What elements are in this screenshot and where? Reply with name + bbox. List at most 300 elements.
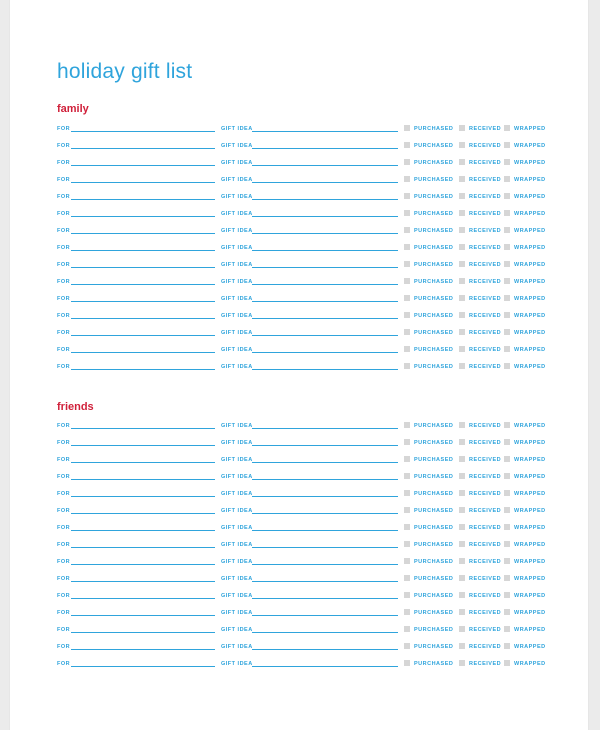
for-label: FOR: [57, 644, 71, 650]
for-line[interactable]: [71, 216, 215, 217]
gift-row: [10, 224, 588, 241]
wrapped-checkbox[interactable]: [504, 363, 510, 369]
purchased-checkbox[interactable]: [404, 507, 410, 513]
purchased-checkbox[interactable]: [404, 176, 410, 182]
wrapped-checkbox[interactable]: [504, 125, 510, 131]
for-line[interactable]: [71, 496, 215, 497]
gift-idea-line[interactable]: [252, 632, 398, 633]
received-checkbox[interactable]: [459, 439, 465, 445]
received-label: RECEIVED: [469, 160, 502, 166]
for-label: FOR: [57, 177, 71, 183]
purchased-checkbox[interactable]: [404, 439, 410, 445]
gift-idea-label: GIFT IDEA: [221, 576, 253, 582]
received-checkbox[interactable]: [459, 643, 465, 649]
wrapped-checkbox[interactable]: [504, 490, 510, 496]
for-label: FOR: [57, 245, 71, 251]
wrapped-label: WRAPPED: [514, 211, 546, 217]
wrapped-checkbox[interactable]: [504, 244, 510, 250]
for-line[interactable]: [71, 666, 215, 667]
wrapped-checkbox[interactable]: [504, 439, 510, 445]
gift-idea-label: GIFT IDEA: [221, 610, 253, 616]
received-checkbox[interactable]: [459, 176, 465, 182]
gift-row: [10, 275, 588, 292]
wrapped-checkbox[interactable]: [504, 643, 510, 649]
received-label: RECEIVED: [469, 474, 502, 480]
received-checkbox[interactable]: [459, 558, 465, 564]
received-checkbox[interactable]: [459, 193, 465, 199]
gift-idea-label: GIFT IDEA: [221, 364, 253, 370]
for-label: FOR: [57, 576, 71, 582]
gift-idea-line[interactable]: [252, 513, 398, 514]
gift-idea-line[interactable]: [252, 530, 398, 531]
received-checkbox[interactable]: [459, 142, 465, 148]
for-line[interactable]: [71, 352, 215, 353]
gift-idea-label: GIFT IDEA: [221, 296, 253, 302]
for-label: FOR: [57, 313, 71, 319]
wrapped-checkbox[interactable]: [504, 312, 510, 318]
wrapped-checkbox[interactable]: [504, 456, 510, 462]
for-label: FOR: [57, 508, 71, 514]
gift-idea-label: GIFT IDEA: [221, 661, 253, 667]
gift-row: [10, 487, 588, 504]
gift-row: [10, 241, 588, 258]
gift-row: [10, 258, 588, 275]
gift-idea-label: GIFT IDEA: [221, 457, 253, 463]
gift-row: [10, 292, 588, 309]
purchased-checkbox[interactable]: [404, 210, 410, 216]
wrapped-checkbox[interactable]: [504, 507, 510, 513]
gift-idea-label: GIFT IDEA: [221, 313, 253, 319]
received-label: RECEIVED: [469, 279, 502, 285]
for-line[interactable]: [71, 445, 215, 446]
for-label: FOR: [57, 126, 71, 132]
gift-idea-label: GIFT IDEA: [221, 559, 253, 565]
received-label: RECEIVED: [469, 347, 502, 353]
wrapped-checkbox[interactable]: [504, 575, 510, 581]
received-checkbox[interactable]: [459, 159, 465, 165]
gift-idea-line[interactable]: [252, 199, 398, 200]
gift-idea-line[interactable]: [252, 148, 398, 149]
wrapped-checkbox[interactable]: [504, 210, 510, 216]
purchased-checkbox[interactable]: [404, 142, 410, 148]
wrapped-checkbox[interactable]: [504, 524, 510, 530]
received-label: RECEIVED: [469, 525, 502, 531]
purchased-checkbox[interactable]: [404, 278, 410, 284]
gift-row: [10, 640, 588, 657]
section-title-family: family: [57, 103, 89, 115]
received-checkbox[interactable]: [459, 261, 465, 267]
gift-idea-label: GIFT IDEA: [221, 542, 253, 548]
purchased-checkbox[interactable]: [404, 125, 410, 131]
purchased-label: PURCHASED: [414, 627, 454, 633]
wrapped-checkbox[interactable]: [504, 558, 510, 564]
wrapped-checkbox[interactable]: [504, 176, 510, 182]
purchased-checkbox[interactable]: [404, 541, 410, 547]
for-label: FOR: [57, 211, 71, 217]
for-line[interactable]: [71, 199, 215, 200]
received-label: RECEIVED: [469, 245, 502, 251]
gift-idea-line[interactable]: [252, 564, 398, 565]
gift-idea-line[interactable]: [252, 649, 398, 650]
for-line[interactable]: [71, 335, 215, 336]
for-label: FOR: [57, 330, 71, 336]
received-label: RECEIVED: [469, 126, 502, 132]
received-checkbox[interactable]: [459, 295, 465, 301]
received-label: RECEIVED: [469, 262, 502, 268]
wrapped-label: WRAPPED: [514, 559, 546, 565]
gift-idea-label: GIFT IDEA: [221, 330, 253, 336]
for-line[interactable]: [71, 165, 215, 166]
received-label: RECEIVED: [469, 627, 502, 633]
purchased-checkbox[interactable]: [404, 592, 410, 598]
gift-idea-label: GIFT IDEA: [221, 440, 253, 446]
purchased-label: PURCHASED: [414, 194, 454, 200]
received-checkbox[interactable]: [459, 278, 465, 284]
purchased-label: PURCHASED: [414, 644, 454, 650]
wrapped-label: WRAPPED: [514, 610, 546, 616]
wrapped-checkbox[interactable]: [504, 626, 510, 632]
received-checkbox[interactable]: [459, 575, 465, 581]
gift-idea-label: GIFT IDEA: [221, 474, 253, 480]
received-label: RECEIVED: [469, 143, 502, 149]
for-line[interactable]: [71, 148, 215, 149]
gift-row: [10, 538, 588, 555]
for-line[interactable]: [71, 530, 215, 531]
for-label: FOR: [57, 423, 71, 429]
purchased-checkbox[interactable]: [404, 329, 410, 335]
gift-idea-line[interactable]: [252, 369, 398, 370]
for-line[interactable]: [71, 369, 215, 370]
received-checkbox[interactable]: [459, 346, 465, 352]
wrapped-label: WRAPPED: [514, 542, 546, 548]
wrapped-checkbox[interactable]: [504, 346, 510, 352]
received-label: RECEIVED: [469, 296, 502, 302]
gift-idea-line[interactable]: [252, 496, 398, 497]
received-label: RECEIVED: [469, 508, 502, 514]
received-label: RECEIVED: [469, 313, 502, 319]
for-label: FOR: [57, 525, 71, 531]
for-label: FOR: [57, 457, 71, 463]
received-checkbox[interactable]: [459, 490, 465, 496]
received-checkbox[interactable]: [459, 312, 465, 318]
gift-idea-line[interactable]: [252, 428, 398, 429]
gift-row: [10, 657, 588, 674]
gift-idea-line[interactable]: [252, 462, 398, 463]
received-checkbox[interactable]: [459, 592, 465, 598]
purchased-checkbox[interactable]: [404, 643, 410, 649]
wrapped-label: WRAPPED: [514, 126, 546, 132]
purchased-label: PURCHASED: [414, 474, 454, 480]
purchased-label: PURCHASED: [414, 423, 454, 429]
gift-idea-label: GIFT IDEA: [221, 508, 253, 514]
section-title-friends: friends: [57, 401, 94, 413]
received-checkbox[interactable]: [459, 524, 465, 530]
gift-row: [10, 156, 588, 173]
purchased-checkbox[interactable]: [404, 159, 410, 165]
purchased-label: PURCHASED: [414, 245, 454, 251]
for-label: FOR: [57, 143, 71, 149]
purchased-checkbox[interactable]: [404, 575, 410, 581]
wrapped-label: WRAPPED: [514, 177, 546, 183]
wrapped-checkbox[interactable]: [504, 592, 510, 598]
gift-idea-line[interactable]: [252, 250, 398, 251]
purchased-checkbox[interactable]: [404, 422, 410, 428]
wrapped-label: WRAPPED: [514, 279, 546, 285]
gift-idea-line[interactable]: [252, 581, 398, 582]
gift-row: [10, 555, 588, 572]
for-label: FOR: [57, 262, 71, 268]
purchased-label: PURCHASED: [414, 143, 454, 149]
received-checkbox[interactable]: [459, 363, 465, 369]
wrapped-label: WRAPPED: [514, 440, 546, 446]
for-label: FOR: [57, 160, 71, 166]
received-label: RECEIVED: [469, 593, 502, 599]
wrapped-label: WRAPPED: [514, 296, 546, 302]
for-line[interactable]: [71, 267, 215, 268]
purchased-checkbox[interactable]: [404, 660, 410, 666]
wrapped-label: WRAPPED: [514, 228, 546, 234]
purchased-label: PURCHASED: [414, 593, 454, 599]
for-label: FOR: [57, 228, 71, 234]
for-line[interactable]: [71, 462, 215, 463]
received-checkbox[interactable]: [459, 473, 465, 479]
gift-idea-line[interactable]: [252, 301, 398, 302]
gift-idea-label: GIFT IDEA: [221, 143, 253, 149]
for-line[interactable]: [71, 581, 215, 582]
gift-idea-line[interactable]: [252, 479, 398, 480]
purchased-checkbox[interactable]: [404, 609, 410, 615]
received-checkbox[interactable]: [459, 210, 465, 216]
for-line[interactable]: [71, 598, 215, 599]
received-label: RECEIVED: [469, 177, 502, 183]
gift-row: [10, 326, 588, 343]
purchased-checkbox[interactable]: [404, 363, 410, 369]
for-line[interactable]: [71, 182, 215, 183]
received-checkbox[interactable]: [459, 626, 465, 632]
for-label: FOR: [57, 279, 71, 285]
for-line[interactable]: [71, 513, 215, 514]
for-line[interactable]: [71, 547, 215, 548]
purchased-checkbox[interactable]: [404, 244, 410, 250]
gift-idea-line[interactable]: [252, 216, 398, 217]
gift-idea-label: GIFT IDEA: [221, 211, 253, 217]
for-label: FOR: [57, 491, 71, 497]
gift-idea-label: GIFT IDEA: [221, 194, 253, 200]
received-label: RECEIVED: [469, 610, 502, 616]
wrapped-label: WRAPPED: [514, 423, 546, 429]
purchased-checkbox[interactable]: [404, 227, 410, 233]
purchased-label: PURCHASED: [414, 262, 454, 268]
gift-idea-line[interactable]: [252, 318, 398, 319]
received-checkbox[interactable]: [459, 507, 465, 513]
purchased-checkbox[interactable]: [404, 626, 410, 632]
wrapped-checkbox[interactable]: [504, 142, 510, 148]
received-checkbox[interactable]: [459, 541, 465, 547]
wrapped-label: WRAPPED: [514, 143, 546, 149]
gift-idea-line[interactable]: [252, 182, 398, 183]
for-line[interactable]: [71, 233, 215, 234]
wrapped-label: WRAPPED: [514, 160, 546, 166]
received-label: RECEIVED: [469, 211, 502, 217]
received-label: RECEIVED: [469, 228, 502, 234]
wrapped-checkbox[interactable]: [504, 473, 510, 479]
gift-row: [10, 419, 588, 436]
purchased-checkbox[interactable]: [404, 346, 410, 352]
gift-idea-line[interactable]: [252, 445, 398, 446]
wrapped-checkbox[interactable]: [504, 261, 510, 267]
wrapped-label: WRAPPED: [514, 262, 546, 268]
gift-idea-line[interactable]: [252, 352, 398, 353]
purchased-label: PURCHASED: [414, 440, 454, 446]
purchased-checkbox[interactable]: [404, 473, 410, 479]
wrapped-checkbox[interactable]: [504, 278, 510, 284]
wrapped-checkbox[interactable]: [504, 159, 510, 165]
for-label: FOR: [57, 194, 71, 200]
purchased-checkbox[interactable]: [404, 490, 410, 496]
purchased-checkbox[interactable]: [404, 312, 410, 318]
wrapped-label: WRAPPED: [514, 593, 546, 599]
gift-idea-label: GIFT IDEA: [221, 525, 253, 531]
for-label: FOR: [57, 364, 71, 370]
gift-row: [10, 606, 588, 623]
for-label: FOR: [57, 627, 71, 633]
wrapped-checkbox[interactable]: [504, 609, 510, 615]
wrapped-label: WRAPPED: [514, 661, 546, 667]
gift-row: [10, 470, 588, 487]
received-label: RECEIVED: [469, 559, 502, 565]
wrapped-label: WRAPPED: [514, 245, 546, 251]
purchased-checkbox[interactable]: [404, 524, 410, 530]
wrapped-label: WRAPPED: [514, 508, 546, 514]
gift-idea-line[interactable]: [252, 284, 398, 285]
wrapped-label: WRAPPED: [514, 313, 546, 319]
purchased-label: PURCHASED: [414, 330, 454, 336]
wrapped-label: WRAPPED: [514, 525, 546, 531]
received-label: RECEIVED: [469, 194, 502, 200]
wrapped-label: WRAPPED: [514, 330, 546, 336]
wrapped-checkbox[interactable]: [504, 541, 510, 547]
received-checkbox[interactable]: [459, 125, 465, 131]
gift-idea-line[interactable]: [252, 165, 398, 166]
gift-idea-label: GIFT IDEA: [221, 177, 253, 183]
purchased-checkbox[interactable]: [404, 295, 410, 301]
gift-idea-label: GIFT IDEA: [221, 644, 253, 650]
gift-row: [10, 521, 588, 538]
for-line[interactable]: [71, 479, 215, 480]
gift-idea-line[interactable]: [252, 615, 398, 616]
purchased-label: PURCHASED: [414, 177, 454, 183]
gift-row: [10, 139, 588, 156]
received-label: RECEIVED: [469, 330, 502, 336]
purchased-checkbox[interactable]: [404, 193, 410, 199]
wrapped-checkbox[interactable]: [504, 227, 510, 233]
wrapped-label: WRAPPED: [514, 474, 546, 480]
for-line[interactable]: [71, 649, 215, 650]
gift-row: [10, 572, 588, 589]
received-label: RECEIVED: [469, 423, 502, 429]
purchased-label: PURCHASED: [414, 279, 454, 285]
wrapped-checkbox[interactable]: [504, 660, 510, 666]
gift-idea-line[interactable]: [252, 666, 398, 667]
wrapped-checkbox[interactable]: [504, 422, 510, 428]
gift-idea-label: GIFT IDEA: [221, 160, 253, 166]
wrapped-label: WRAPPED: [514, 347, 546, 353]
received-checkbox[interactable]: [459, 456, 465, 462]
gift-idea-line[interactable]: [252, 335, 398, 336]
gift-idea-label: GIFT IDEA: [221, 279, 253, 285]
for-line[interactable]: [71, 615, 215, 616]
purchased-label: PURCHASED: [414, 610, 454, 616]
wrapped-checkbox[interactable]: [504, 295, 510, 301]
for-label: FOR: [57, 559, 71, 565]
for-line[interactable]: [71, 632, 215, 633]
gift-row: [10, 207, 588, 224]
received-label: RECEIVED: [469, 364, 502, 370]
gift-idea-line[interactable]: [252, 131, 398, 132]
received-label: RECEIVED: [469, 542, 502, 548]
received-checkbox[interactable]: [459, 227, 465, 233]
received-label: RECEIVED: [469, 576, 502, 582]
gift-idea-label: GIFT IDEA: [221, 423, 253, 429]
gift-row: [10, 504, 588, 521]
gift-row: [10, 190, 588, 207]
gift-idea-line[interactable]: [252, 547, 398, 548]
for-line[interactable]: [71, 301, 215, 302]
gift-idea-label: GIFT IDEA: [221, 126, 253, 132]
purchased-label: PURCHASED: [414, 228, 454, 234]
received-checkbox[interactable]: [459, 422, 465, 428]
gift-row: [10, 436, 588, 453]
purchased-label: PURCHASED: [414, 126, 454, 132]
gift-idea-line[interactable]: [252, 267, 398, 268]
received-checkbox[interactable]: [459, 329, 465, 335]
for-line[interactable]: [71, 131, 215, 132]
for-line[interactable]: [71, 428, 215, 429]
for-line[interactable]: [71, 564, 215, 565]
purchased-checkbox[interactable]: [404, 456, 410, 462]
received-checkbox[interactable]: [459, 660, 465, 666]
purchased-checkbox[interactable]: [404, 261, 410, 267]
wrapped-label: WRAPPED: [514, 457, 546, 463]
received-checkbox[interactable]: [459, 244, 465, 250]
wrapped-checkbox[interactable]: [504, 329, 510, 335]
for-line[interactable]: [71, 284, 215, 285]
for-label: FOR: [57, 542, 71, 548]
received-label: RECEIVED: [469, 644, 502, 650]
received-checkbox[interactable]: [459, 609, 465, 615]
wrapped-label: WRAPPED: [514, 627, 546, 633]
for-label: FOR: [57, 474, 71, 480]
wrapped-label: WRAPPED: [514, 644, 546, 650]
purchased-label: PURCHASED: [414, 508, 454, 514]
wrapped-label: WRAPPED: [514, 576, 546, 582]
gift-idea-line[interactable]: [252, 233, 398, 234]
for-line[interactable]: [71, 318, 215, 319]
gift-idea-line[interactable]: [252, 598, 398, 599]
gift-row: [10, 589, 588, 606]
for-line[interactable]: [71, 250, 215, 251]
wrapped-checkbox[interactable]: [504, 193, 510, 199]
gift-row: [10, 343, 588, 360]
gift-idea-label: GIFT IDEA: [221, 228, 253, 234]
purchased-label: PURCHASED: [414, 364, 454, 370]
purchased-label: PURCHASED: [414, 576, 454, 582]
gift-row: [10, 173, 588, 190]
gift-row: [10, 360, 588, 377]
for-label: FOR: [57, 661, 71, 667]
purchased-checkbox[interactable]: [404, 558, 410, 564]
page-title: holiday gift list: [57, 60, 193, 83]
